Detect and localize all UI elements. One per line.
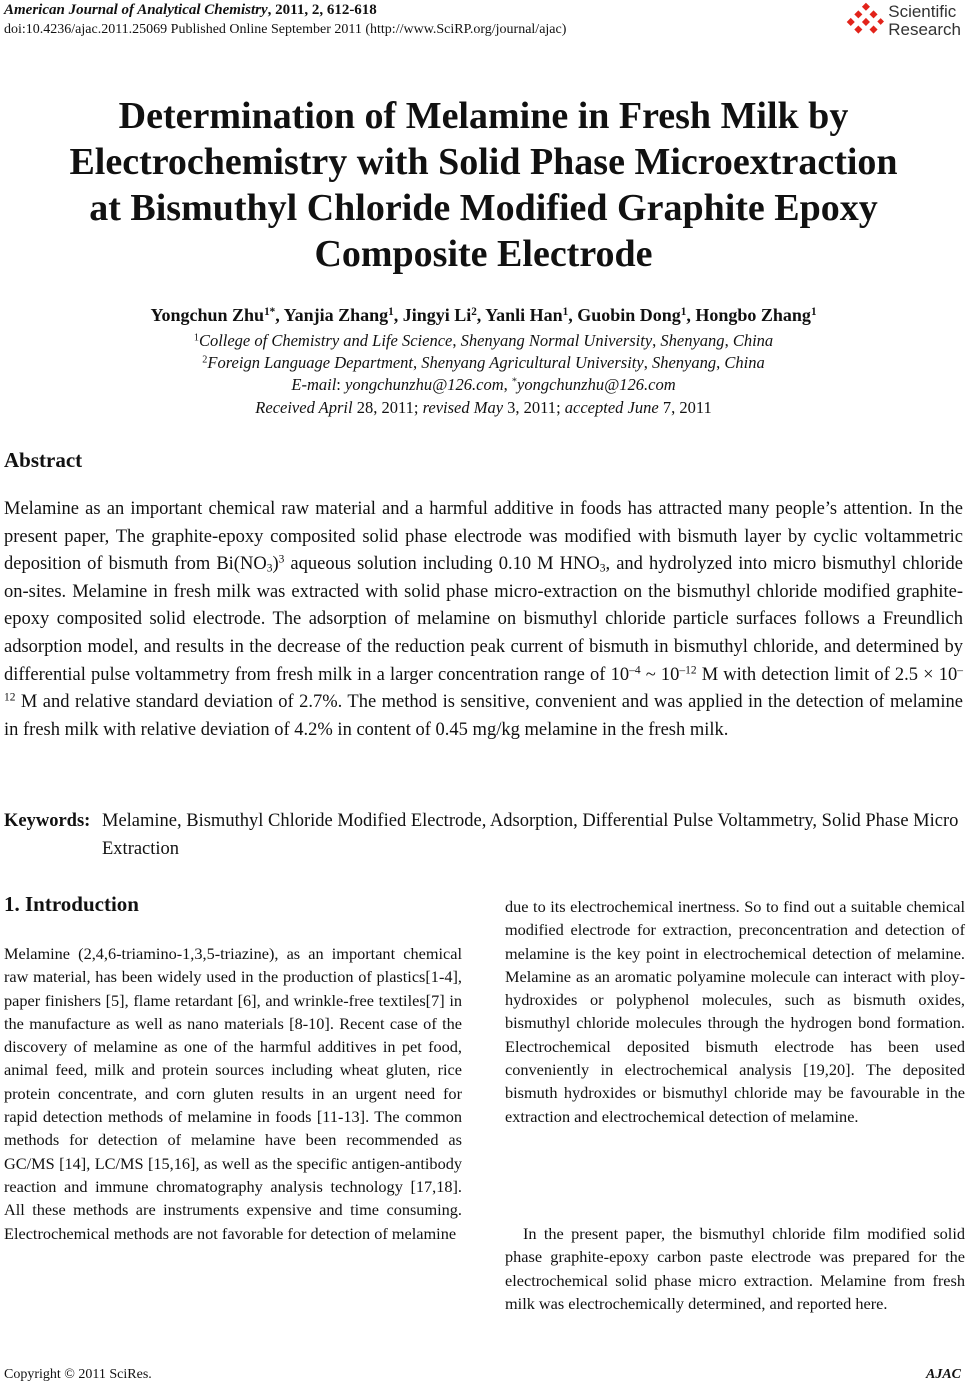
abstract-segment: M with detection limit of 2.5 × 10 xyxy=(696,664,958,685)
author-separator: , xyxy=(393,305,403,325)
author-name: Yanli Han xyxy=(485,305,563,325)
intro-right-column-paragraph-2: In the present paper, the bismuthyl chloride film modified solid phase graphite-epoxy carbon paste electrode was prepared for the electrochemical solid phase micro extraction. Melamine from fresh milk was electrochemically determined, and reported here. xyxy=(505,1224,965,1313)
affil-dept: Foreign Language Department xyxy=(207,353,414,372)
affiliation-1: $^1$College of Chemistry and Life Science, Shenyang Normal University, Shenyang, China xyxy=(193,331,774,350)
dates-line: Received April 28, 2011; revised May 3, 2011; accepted June 7, 2011 xyxy=(255,398,712,417)
copyright-footer: Copyright © 2011 SciRes. xyxy=(4,1367,152,1382)
keywords-label: Keywords: xyxy=(4,811,91,831)
email-label: E-mail xyxy=(291,375,337,394)
superscript: 3 xyxy=(278,553,285,566)
author-name: Hongbo Zhang xyxy=(695,305,811,325)
superscript: –4 xyxy=(629,664,641,677)
author-separator: , xyxy=(568,305,578,325)
affil-mark: 1 xyxy=(193,332,199,344)
abstract-segment: ) xyxy=(272,554,279,575)
abstract-segment: Melamine as an important chemical raw material and a harmful additive in foods has attracted many people’s attention. In the present paper, The graphite-epoxy composited solid phase electrode was modified with bismuth layer by cyclic voltammetric deposition of bismuth from Bi(NO xyxy=(4,499,963,575)
title-line: at Bismuthyl Chloride Modified Graphite Epoxy xyxy=(89,187,878,229)
affil-mark: 2 xyxy=(202,354,208,366)
email-line: E-mail: yongchunzhu@126.com, *yongchunzhu@126.com xyxy=(291,375,676,394)
author-affil-mark: 1 xyxy=(810,305,817,318)
journal-abbreviation-footer: AJAC xyxy=(925,1367,961,1382)
paper-title xyxy=(0,93,967,277)
subscript: 3 xyxy=(599,562,606,575)
affil-city: Shenyang xyxy=(651,353,717,372)
affil-inst: Shenyang Agricultural University xyxy=(421,353,644,372)
affil-inst: Shenyang Normal University xyxy=(460,331,653,350)
subscript: 3 xyxy=(266,562,273,575)
author-name: Jingyi Li xyxy=(402,305,472,325)
abstract-text xyxy=(4,496,963,744)
journal-citation xyxy=(4,2,377,19)
accepted-date: 7, 2011 xyxy=(662,398,712,417)
revised-date: 3, 2011 xyxy=(507,398,557,417)
author-affil-mark: 2 xyxy=(471,305,477,318)
superscript: –12 xyxy=(679,664,697,677)
received-label: Received April xyxy=(255,398,353,417)
abstract-segment: M and relative standard deviation of 2.7%. The method is sensitive, convenient and was applied in the detection of melamine in fresh milk with relative deviation of 4.2% in content of 0.45 mg/kg melamine in the fresh milk. xyxy=(4,692,963,740)
journal-name: American Journal of Analytical Chemistry xyxy=(4,2,268,18)
logo-line-1: Scientific xyxy=(888,2,957,21)
superscript: –12 xyxy=(4,664,963,704)
author-affil-mark: 1 xyxy=(562,305,569,318)
publisher-logo xyxy=(846,2,961,40)
email-address[interactable]: yongchunzhu@126.com xyxy=(345,375,504,394)
author-name: Guobin Dong xyxy=(577,305,681,325)
intro-right-column: due to its electrochemical inertness. So to find out a suitable chemical modified electrode for extraction, preconcentration and detection of melamine is the key point in electrochemical detection of melamine. Melamine as an aromatic polyamine molecule can interact with ploy-hydroxides or polyphenol molecules, such as bismuth oxides, bismuthyl chloride molecules through the hydrogen bond formation. Electrochemical deposited bismuth electrode has been used conveniently in electrochemical analysis [19,20]. The deposited bismuth hydroxides or bismuthyl chloride may be favourable in the extraction and electrochemical detection of melamine. xyxy=(505,897,965,1126)
abstract-heading: Abstract xyxy=(4,448,83,472)
affil-country: China xyxy=(724,353,765,372)
logo-line-2: Research xyxy=(888,20,961,39)
accepted-label: accepted June xyxy=(564,398,659,417)
logo-wordmark xyxy=(888,3,961,39)
email-address[interactable]: yongchunzhu@126.com xyxy=(517,375,676,394)
scientific-research-logo-icon xyxy=(846,2,884,40)
author-affil-mark: 1 xyxy=(388,305,394,318)
keywords-text: Melamine, Bismuthyl Chloride Modified Electrode, Adsorption, Differential Pulse Voltammetry, Solid Phase Micro Extraction xyxy=(102,811,959,859)
title-line: Electrochemistry with Solid Phase Microextraction xyxy=(69,141,898,183)
title-line: Composite Electrode xyxy=(314,233,653,275)
author-list xyxy=(0,305,967,326)
doi-line: doi:10.4236/ajac.2011.25069 Published Online September 2011 (http://www.SciRP.org/journal/ajac) xyxy=(4,22,567,37)
author-name: Yanjia Zhang xyxy=(283,305,389,325)
author-separator: , xyxy=(476,305,486,325)
affil-dept: College of Chemistry and Life Science xyxy=(198,331,453,350)
author-name: Yongchun Zhu xyxy=(150,305,265,325)
author-affil-mark: 1 xyxy=(680,305,687,318)
author-separator: , xyxy=(275,305,284,325)
corresponding-mark: * xyxy=(511,376,517,388)
abstract-segment: , and hydrolyzed into micro bismuthyl chloride on-sites. Melamine in fresh milk was extracted with solid phase micro-extraction on the bismuthyl chloride modified graphite-epoxy composited solid electrode. The adsorption of melamine on bismuthyl chloride particle surfaces follows a Freundlich adsorption model, and results in the decrease of the reduction peak current of bismuth in bismuthyl chloride, and determined by differential pulse voltammetry from fresh milk in a larger concentration range of 10 xyxy=(4,554,963,685)
intro-left-column: Melamine (2,4,6-triamino-1,3,5-triazine), as an important chemical raw material, has been widely used in the production of plastics[1-4], paper finishers [5], flame retardant [6], and wrinkle-free textiles[7] in the manufacture as well as nano materials [8-10]. Recent case of the discovery of melamine as one of the harmful additives in pet food, animal feed, milk and protein sources including wheat gluten, rice protein concentrate, and corn gluten results in an urgent need for rapid detection methods of melamine in foods [11-13]. The common methods for detection of melamine have been recommended as GC/MS [14], LC/MS [15,16], as well as the specific antigen-antibody reaction and immune chromatography analysis technology [17,18]. All these methods are instruments expensive and time consuming. Electrochemical methods are not favorable for detection of melamine xyxy=(4,944,462,1243)
affil-city: Shenyang xyxy=(660,331,725,350)
received-date: 28, 2011 xyxy=(356,398,414,417)
author-affil-mark: 1* xyxy=(264,305,276,318)
journal-volume: , 2011, 2, 612-618 xyxy=(267,2,377,18)
title-line: Determination of Melamine in Fresh Milk by xyxy=(118,95,849,137)
author-separator: , xyxy=(686,305,696,325)
abstract-segment: aqueous solution including 0.10 M HNO xyxy=(284,554,600,575)
affiliation-2: $^2$Foreign Language Department, Shenyang Agricultural University, Shenyang, China xyxy=(202,353,765,372)
abstract-segment: ~ 10 xyxy=(640,664,680,685)
section-heading-introduction: 1. Introduction xyxy=(4,892,139,916)
revised-label: revised May xyxy=(422,398,504,417)
affil-country: China xyxy=(732,331,774,350)
